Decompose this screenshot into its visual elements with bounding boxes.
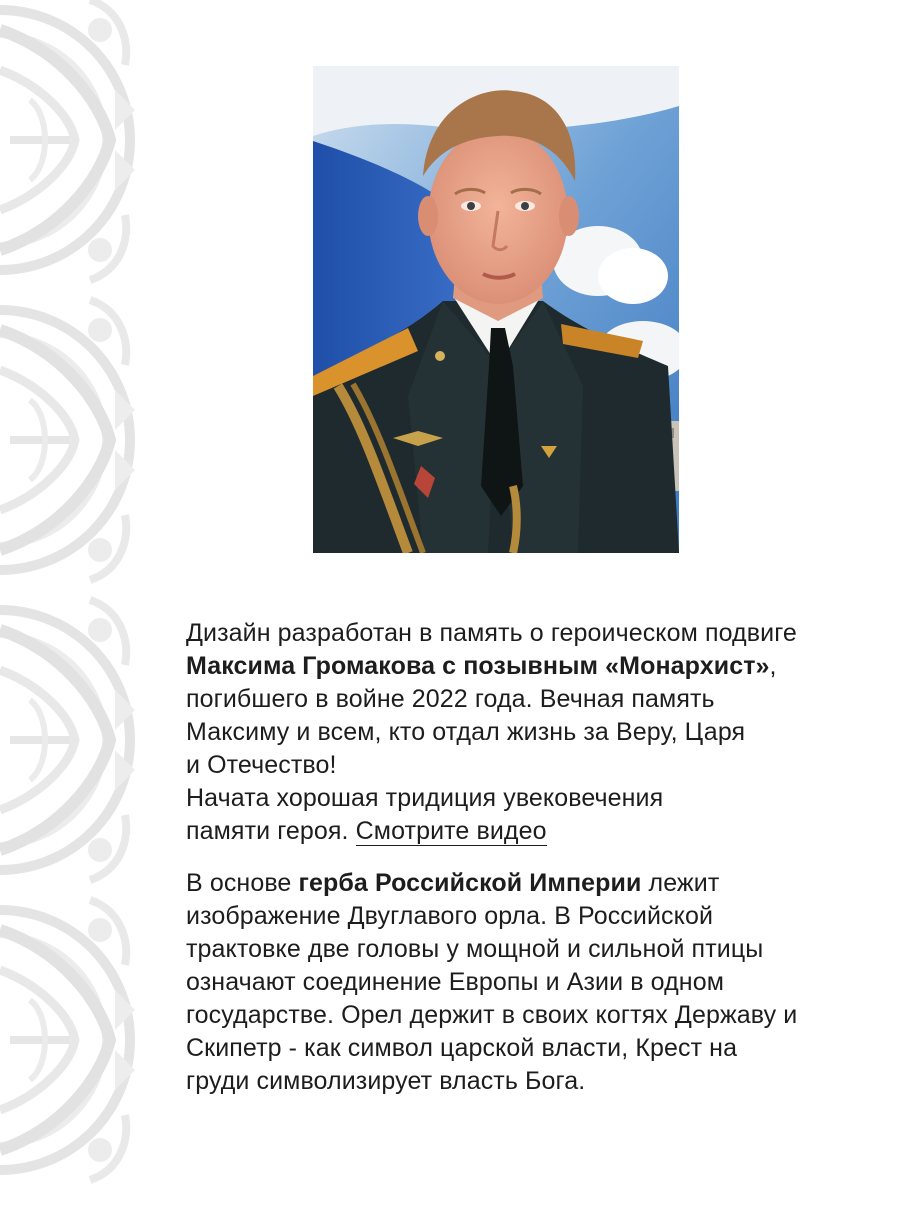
memorial-line-4: Максиму и всем, кто отдал жизнь за Веру, Царя — [186, 718, 746, 746]
coat-line-6: Скипетр - как символ царской власти, Крест на — [186, 1034, 738, 1062]
ornament-pattern — [0, 0, 140, 1200]
memorial-line-7-text: памяти героя. — [186, 817, 356, 845]
coat-line-4: означают соединение Европы и Азии в одном — [186, 968, 724, 996]
hero-name-comma: , — [769, 652, 777, 680]
coat-line-1 — [186, 867, 876, 900]
portrait-photo — [313, 66, 679, 553]
coat-line-1-prefix: В основе — [186, 869, 299, 897]
coat-line-7: груди символизирует власть Бога. — [186, 1067, 586, 1095]
memorial-line-7 — [186, 815, 876, 848]
memorial-paragraph — [186, 617, 876, 848]
coat-of-arms-term: герба Российской Империи — [298, 869, 642, 897]
memorial-line-6: Начата хорошая тридиция увековечения — [186, 784, 664, 812]
memorial-line-1: Дизайн разработан в память о героическом подвиге — [186, 619, 797, 647]
coat-line-5: государстве. Орел держит в своих когтях Державу и — [186, 1001, 798, 1029]
memorial-line-3: погибшего в войне 2022 года. Вечная память — [186, 685, 715, 713]
coat-line-3: трактовке две головы у мощной и сильной птицы — [186, 935, 764, 963]
coat-line-2: изображение Двуглавого орла. В Российской — [186, 902, 714, 930]
hero-name: Максима Громакова с позывным «Монархист» — [186, 652, 770, 680]
watch-video-link[interactable]: Смотрите видео — [355, 817, 547, 845]
coat-line-1-suffix: лежит — [641, 869, 720, 897]
memorial-line-2 — [186, 650, 876, 683]
memorial-line-5: и Отечество! — [186, 751, 337, 779]
coat-of-arms-paragraph — [186, 867, 876, 1098]
ornament-border — [0, 0, 140, 1200]
